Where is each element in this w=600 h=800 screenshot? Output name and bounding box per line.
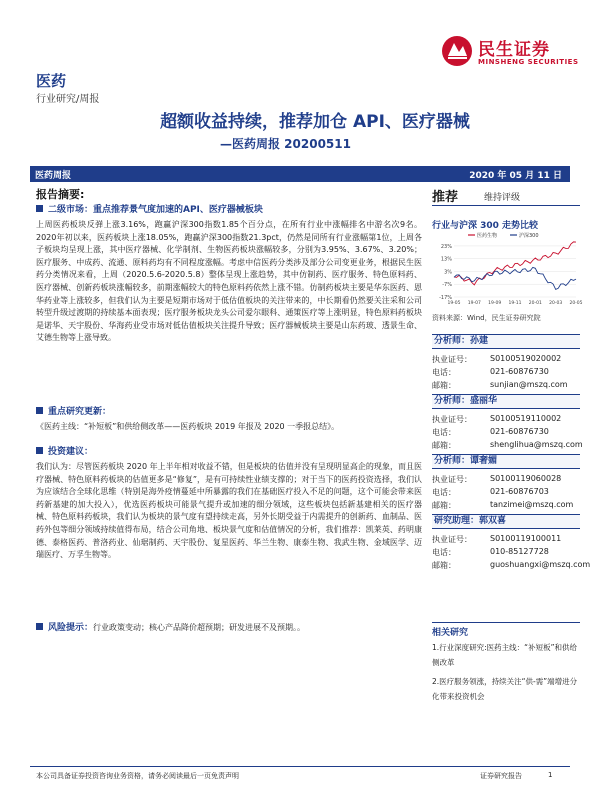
analyst-cert-value: S0100119100011	[490, 534, 562, 543]
legend-label: 医药生物	[477, 233, 498, 239]
analyst-phone-label: 电话：	[432, 548, 456, 557]
bullet-square-icon	[36, 205, 43, 212]
summary-section-advice	[36, 444, 422, 562]
bullet-square-icon	[36, 447, 43, 454]
section-body: 《医药主线：“补短板”和供给侧改革——医药板块 2019 年报及 2020 一季报总结》。	[36, 422, 340, 431]
related-heading: 相关研究	[432, 622, 580, 638]
legend-label: 沪深300	[519, 233, 539, 239]
report-category: 行业研究/周报	[36, 94, 100, 105]
footer-divider	[30, 766, 570, 767]
analyst-cert-label: 执业证号：	[432, 355, 472, 364]
x-tick-label: 19-05	[447, 301, 461, 306]
analyst-email-value[interactable]: tanzimei@mszq.com	[490, 500, 574, 509]
related-list	[432, 640, 580, 704]
analyst-cert-value: S0100519020002	[490, 354, 562, 363]
rating-sub: 维持评级	[484, 193, 521, 203]
x-tick-label: 20-01	[528, 301, 542, 306]
trend-chart	[432, 231, 583, 313]
report-subtitle: —医药周报 20200511	[220, 137, 351, 151]
analyst-email-label: 邮箱：	[432, 501, 456, 510]
chart-title: 行业与沪深 300 走势比较	[432, 221, 539, 231]
section-title: 重点研究更新：	[36, 404, 422, 417]
section-body: 行业政策变动；核心产品降价超预期；研发进展不及预期。。	[93, 623, 306, 632]
analyst-header: 分析师：盛丽华	[432, 394, 580, 409]
y-tick-label: -7%	[442, 282, 452, 289]
summary-section-research	[36, 404, 422, 434]
sector-label: 医药	[36, 72, 67, 90]
brand-name-en: MINSHENG SECURITIES	[478, 58, 579, 66]
footer-name: 证券研究报告	[480, 772, 522, 780]
related-item[interactable]: 1.行业深度研究:医药主线：“补短板”和供给侧改革	[432, 643, 577, 667]
analyst-cert-label: 执业证号：	[432, 475, 472, 484]
rating-row	[432, 186, 580, 206]
analyst-phone-label: 电话：	[432, 368, 456, 377]
series-line	[454, 267, 576, 289]
analyst-cert-label: 执业证号：	[432, 535, 472, 544]
related-item[interactable]: 2.医疗服务领涨，持续关注“供-需”端增进分化带来投资机会	[432, 677, 578, 701]
analyst-phone-label: 电话：	[432, 488, 456, 497]
minsheng-logo-icon	[440, 34, 474, 68]
x-tick-label: 19-11	[508, 301, 522, 306]
analyst-email-value[interactable]: guoshuangxi@mszq.com	[490, 560, 591, 569]
y-tick-label: 23%	[440, 243, 452, 250]
bullet-square-icon	[36, 623, 43, 630]
y-tick-label: 13%	[440, 256, 452, 263]
brand-logo	[440, 34, 590, 74]
analyst-cert-label: 执业证号：	[432, 415, 472, 424]
x-tick-label: 19-09	[488, 301, 502, 306]
analyst-header: 分析师：孙建	[432, 334, 580, 349]
analyst-cert-value: S0100119060028	[490, 474, 562, 483]
summary-heading: 报告摘要:	[36, 188, 85, 201]
rating-label: 推荐	[432, 190, 459, 205]
trend-chart-svg	[432, 231, 583, 313]
section-title: 投资建议：	[36, 444, 422, 457]
analyst-phone-value: 010-85127728	[490, 547, 549, 556]
y-tick-label: 3%	[444, 269, 452, 276]
footer-disclaimer: 本公司具备证券投资咨询业务资格，请务必阅读最后一页免责声明	[36, 772, 239, 780]
analyst-email-label: 邮箱：	[432, 441, 456, 450]
analyst-header: 分析师：谭奢媚	[432, 454, 580, 469]
analyst-email-value[interactable]: shenglihua@mszq.com	[490, 440, 583, 449]
brand-name-cn: 民生证券	[478, 40, 550, 60]
x-tick-label: 19-07	[467, 301, 481, 306]
analyst-phone-value: 021-60876703	[490, 487, 549, 496]
series-line	[454, 242, 576, 285]
section-title: 风险提示：行业政策变动；核心产品降价超预期；研发进展不及预期。。	[36, 620, 422, 635]
report-date: 2020 年 05 月 11 日	[469, 171, 562, 181]
x-tick-label: 20-03	[549, 301, 563, 306]
section-body: 我们认为：尽管医药板块 2020 年上半年相对收益不错，但是板块的估值并没有呈现明显高企的现象，而且医疗器械、特色原料药板块的估值更多是“修复”，是有可持续性业绩支撑的；对于当下的医药投资选择，我们认为应该结合全球化思维（特别是海外疫情蔓延中所暴露的我们在基础医疗投入不足的问题，这个可能会带来医药新基建的加大投入），优选医药板块可能景气提升或加速的细分领域，这些板块包括新基建相关的医疗器械、特色原料药板块，我们认为板块的景气度有望持续走高，另外长期受益于内需提升的创新药、血制品、医药外包等细分领域持续值得布局，结合公司角地、板块景气度和估值情况的分析，我们推荐：凯莱英、药明康德、泰格医药、普洛药业、仙琚制药、天宇股份、复星医药、华兰生物、康泰生物、我武生物、金域医学、迈瑞医疗、万孚生物等。	[36, 462, 422, 560]
analyst-phone-value: 021-60876730	[490, 427, 549, 436]
section-title: 二级市场：重点推荐景气度加速的API、医疗器械板块	[36, 202, 422, 215]
analyst-email-value[interactable]: sunjian@mszq.com	[490, 380, 568, 389]
analyst-phone-value: 021-60876730	[490, 367, 549, 376]
y-tick-label: -17%	[439, 295, 452, 301]
bullet-square-icon	[36, 407, 43, 414]
analyst-header: 研究助理：郭双喜	[432, 514, 580, 529]
analyst-phone-label: 电话：	[432, 428, 456, 437]
page-number: 1	[548, 771, 553, 779]
summary-section-risk	[36, 620, 422, 635]
banner-label: 医药周报	[35, 171, 72, 181]
summary-section-market	[36, 202, 422, 345]
report-banner	[30, 166, 570, 182]
report-title: 超额收益持续，推荐加仓 API、医疗器械	[160, 112, 470, 132]
section-body: 上周医药板块反弹上涨3.16%，跑赢沪深300指数1.85个百分点，在所有行业中涨幅排名中游名次9名。2020年初以来，医药板块上涨18.05%，跑赢沪深300指数21.3pct，仍然是同所有行业涨幅第1位，上周各子板块均呈现上涨，其中医疗器械、化学制剂、生物医药板块涨幅较多，分别为3.95%、3.67%、3.20%；医疗服务、中成药、流通、原料药均有不同程度涨幅。考虑中信医药分类涉及部分公司变更业务，根据民生医药分类情况来看，上周（2020.5.6-2020.5.8）整体呈现上涨趋势，其中仿制药、医疗服务、特色原料药、医疗器械、创新药板块涨幅较多，前期涨幅较大的特色原料药依然上涨不错。仿制药板块主要是华东医药、恩华药业等上涨较多，但我们认为主要是短期市场对于低估值板块的关注带来的，中长期看仍然要关注采和公司转型升级过渡期的持续基本面表现；医疗服务板块龙头公司爱尔眼科、通策医疗等上涨明显，特色原料药板块是诺华、天宇股份、华海药业受市场对低估值板块关注提升导致；医疗器械板块主要是山东药玻、透景生命、艾德生物等上涨导致。	[36, 220, 422, 343]
chart-source: 资料来源：Wind，民生证券研究院	[432, 314, 541, 322]
analyst-cert-value: S0100519110002	[490, 414, 562, 423]
analyst-email-label: 邮箱：	[432, 561, 456, 570]
x-tick-label: 20-05	[569, 301, 583, 306]
analyst-email-label: 邮箱：	[432, 381, 456, 390]
